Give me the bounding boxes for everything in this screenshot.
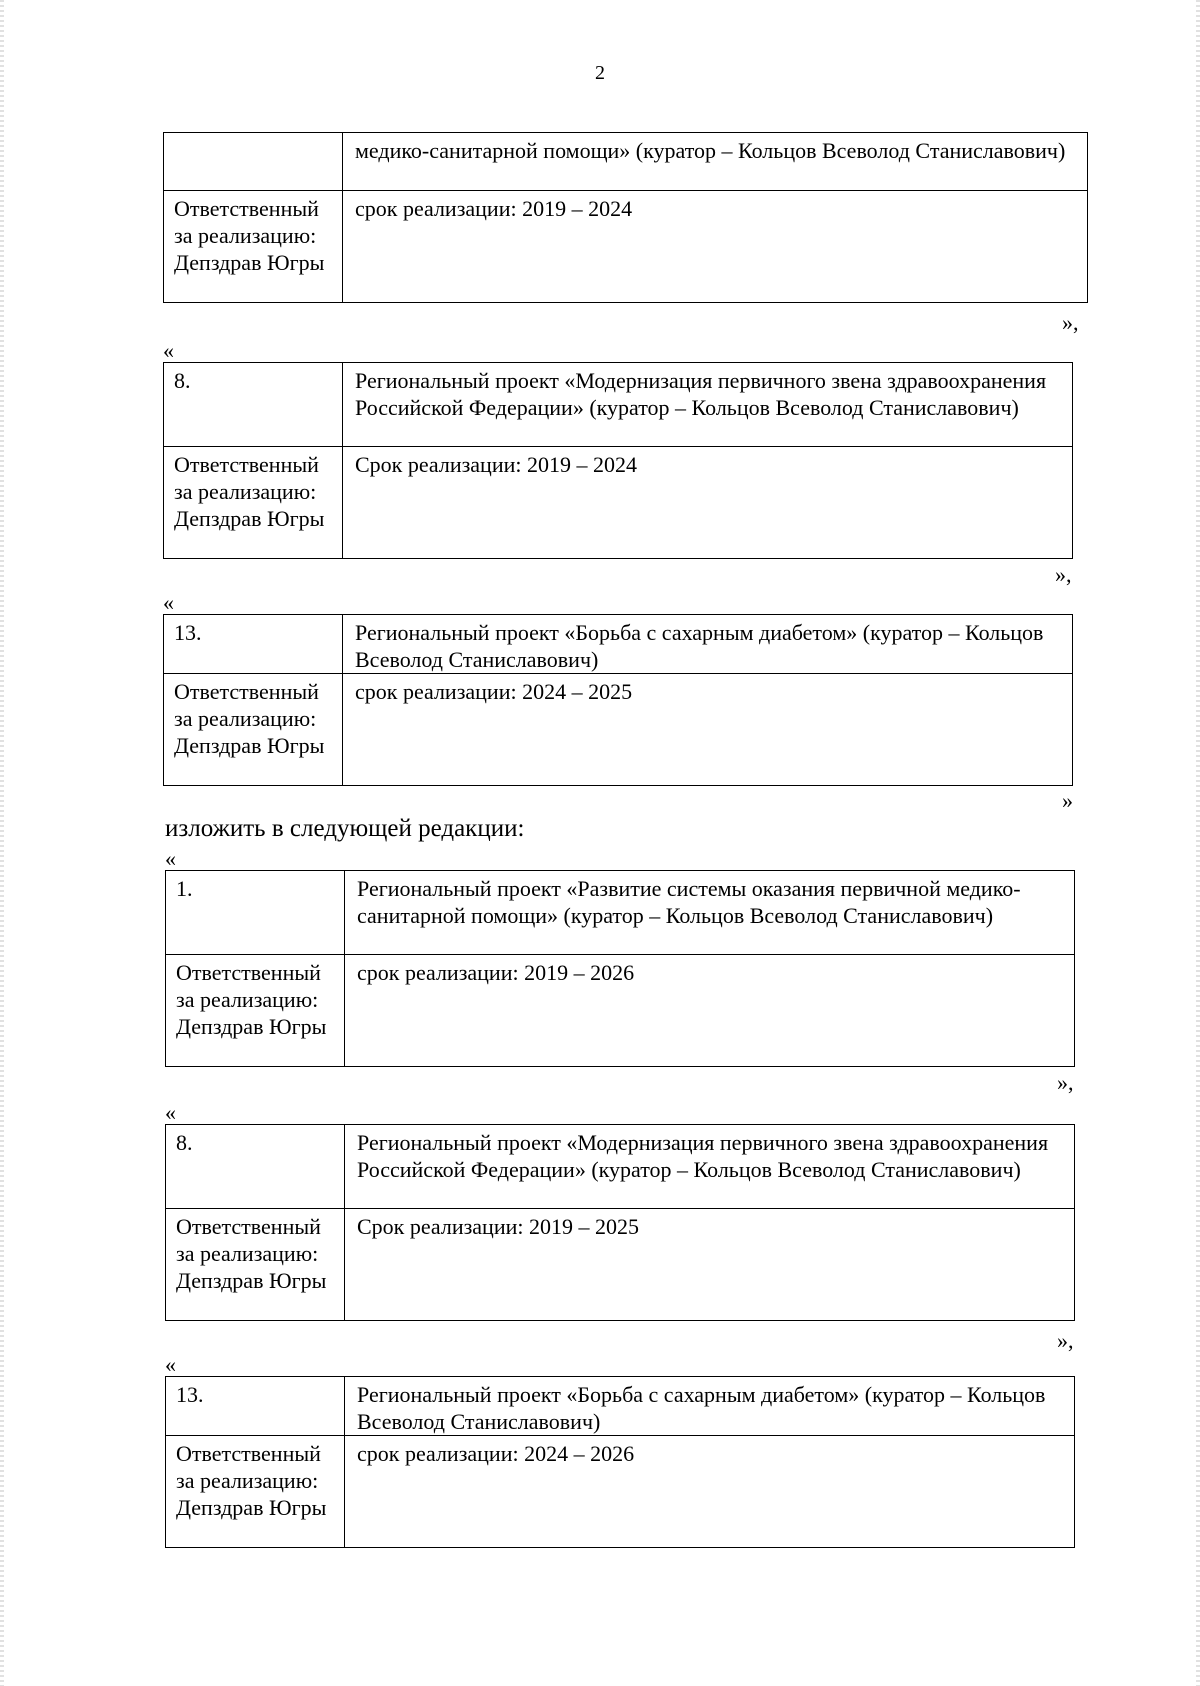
- closing-quote: »,: [1055, 562, 1072, 587]
- project-table: [163, 362, 1073, 559]
- term-cell: Срок реализации: 2019 – 2025: [345, 1209, 1075, 1321]
- table-row: [166, 955, 1075, 1067]
- opening-quote: «: [163, 338, 174, 363]
- new-project-block-1: [165, 848, 1075, 1067]
- project-table: [165, 1376, 1075, 1548]
- project-table: [165, 1124, 1075, 1321]
- closing-quote: »,: [1062, 310, 1079, 335]
- opening-quote: «: [165, 1352, 176, 1377]
- project-table: [163, 132, 1088, 303]
- opening-quote: «: [165, 1100, 176, 1125]
- new-project-block-3: [165, 1354, 1075, 1548]
- project-title-cell: Региональный проект «Модернизация первичного звена здравоохранения Российской Федерации» (куратор – Кольцов Всеволод Станиславович): [345, 1125, 1075, 1209]
- closing-quote: »: [1062, 788, 1073, 813]
- responsible-cell: Ответственный за реализацию: Депздрав Югры: [164, 191, 343, 303]
- table-row: [166, 1436, 1075, 1548]
- new-project-block-2: [165, 1102, 1075, 1321]
- project-number-cell: 8.: [166, 1125, 345, 1209]
- table-row: [164, 191, 1088, 303]
- term-cell: срок реализации: 2024 – 2025: [343, 674, 1073, 786]
- term-cell: срок реализации: 2024 – 2026: [345, 1436, 1075, 1548]
- opening-quote: «: [165, 846, 176, 871]
- table-row: [166, 871, 1075, 955]
- closing-quote: »,: [1057, 1328, 1074, 1353]
- responsible-cell: Ответственный за реализацию: Депздрав Югры: [166, 955, 345, 1067]
- table-row: [164, 363, 1073, 447]
- table-row: [164, 447, 1073, 559]
- project-title-cell: Региональный проект «Борьба с сахарным диабетом» (куратор – Кольцов Всеволод Станиславович): [343, 615, 1073, 674]
- table-row: [164, 674, 1073, 786]
- project-title-cell: медико-санитарной помощи» (куратор – Кольцов Всеволод Станиславович): [343, 133, 1088, 191]
- project-title-cell: Региональный проект «Модернизация первичного звена здравоохранения Российской Федерации» (куратор – Кольцов Всеволод Станиславович): [343, 363, 1073, 447]
- responsible-cell: Ответственный за реализацию: Депздрав Югры: [164, 674, 343, 786]
- project-table: [165, 870, 1075, 1067]
- project-number-cell: 13.: [164, 615, 343, 674]
- project-number-cell: 1.: [166, 871, 345, 955]
- term-cell: срок реализации: 2019 – 2026: [345, 955, 1075, 1067]
- closing-quote: »,: [1057, 1070, 1074, 1095]
- page-number: 2: [595, 62, 605, 84]
- old-project-block-3: [163, 592, 1073, 786]
- old-project-block-1: [163, 132, 1088, 303]
- project-table: [163, 614, 1073, 786]
- table-row: [164, 615, 1073, 674]
- table-row: [166, 1209, 1075, 1321]
- responsible-cell: Ответственный за реализацию: Депздрав Югры: [166, 1209, 345, 1321]
- table-row: [166, 1377, 1075, 1436]
- old-project-block-2: [163, 340, 1073, 559]
- scan-edge-right: [1196, 0, 1200, 1686]
- scan-edge-left: [0, 0, 4, 1686]
- opening-quote: «: [163, 590, 174, 615]
- table-row: [164, 133, 1088, 191]
- project-title-cell: Региональный проект «Борьба с сахарным диабетом» (куратор – Кольцов Всеволод Станиславович): [345, 1377, 1075, 1436]
- table-row: [166, 1125, 1075, 1209]
- project-number-cell: [164, 133, 343, 191]
- term-cell: срок реализации: 2019 – 2024: [343, 191, 1088, 303]
- project-number-cell: 13.: [166, 1377, 345, 1436]
- responsible-cell: Ответственный за реализацию: Депздрав Югры: [164, 447, 343, 559]
- project-number-cell: 8.: [164, 363, 343, 447]
- responsible-cell: Ответственный за реализацию: Депздрав Югры: [166, 1436, 345, 1548]
- term-cell: Срок реализации: 2019 – 2024: [343, 447, 1073, 559]
- project-title-cell: Региональный проект «Развитие системы оказания первичной медико-санитарной помощи» (куратор – Кольцов Всеволод Станиславович): [345, 871, 1075, 955]
- instruction-text: изложить в следующей редакции:: [165, 815, 525, 842]
